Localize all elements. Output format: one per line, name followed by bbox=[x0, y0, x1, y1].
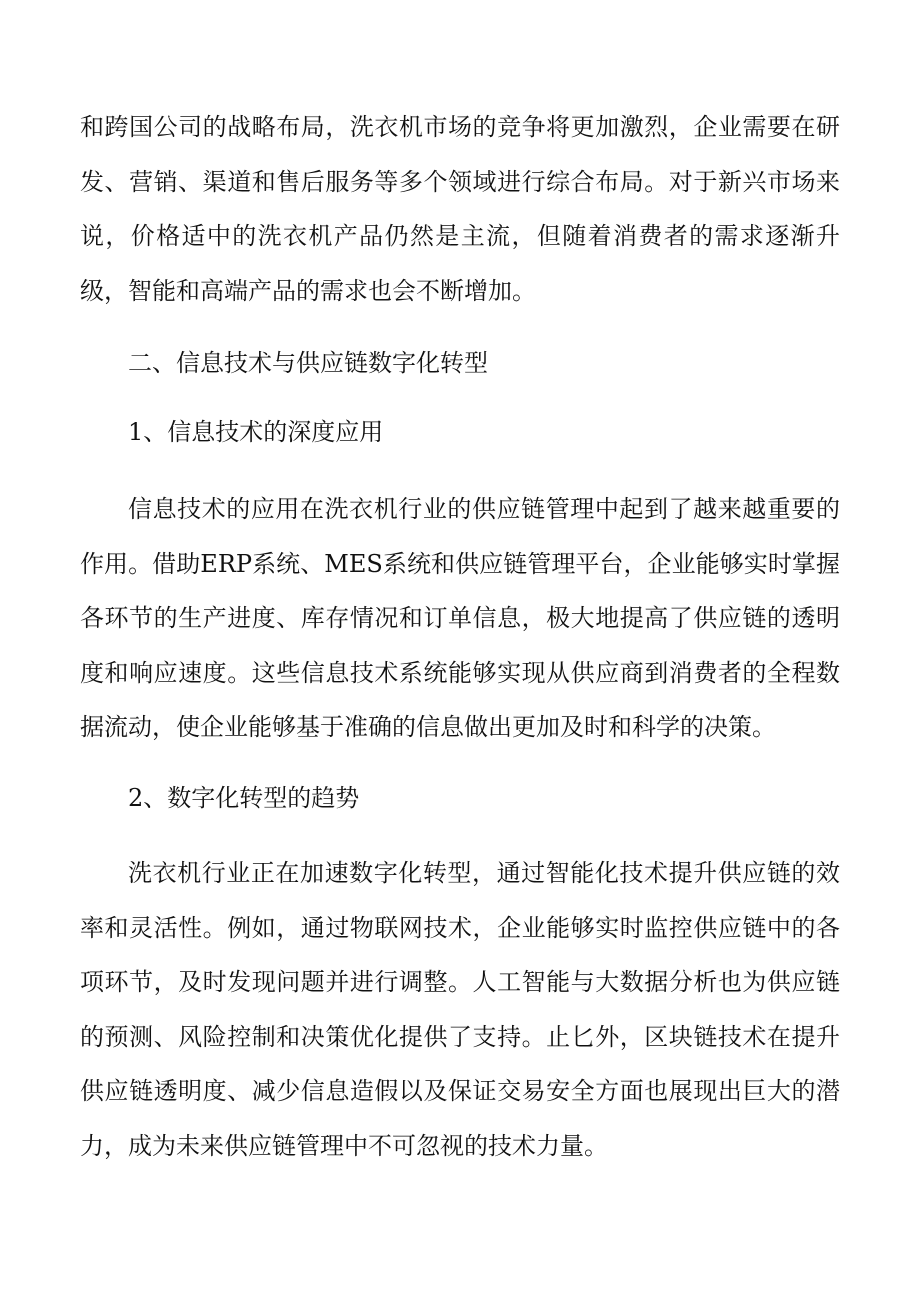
paragraph-market-competition: 和跨国公司的战略布局，洗衣机市场的竞争将更加激烈，企业需要在研发、营销、渠道和售后服务等多个领域进行综合布局。对于新兴市场来说，价格适中的洗衣机产品仍然是主流，但随着消费者的需求逐渐升级，智能和高端产品的需求也会不断增加。 bbox=[80, 113, 840, 305]
subheading-it-deep-application: 1、信息技术的深度应用 bbox=[128, 418, 384, 446]
subheading-digital-transformation-trend: 2、数字化转型的趋势 bbox=[128, 784, 360, 812]
section-heading-it-supply-chain: 二、信息技术与供应链数字化转型 bbox=[128, 349, 488, 377]
paragraph-digital-transformation: 洗衣机行业正在加速数字化转型，通过智能化技术提升供应链的效率和灵活性。例如，通过物联网技术，企业能够实时监控供应链中的各项环节，及时发现问题并进行调整。人工智能与大数据分析也为供应链的预测、风险控制和决策优化提供了支持。止匕外，区块链技术在提升供应链透明度、减少信息造假以及保证交易安全方面也展现出巨大的潜力，成为未来供应链管理中不可忽视的技术力量。 bbox=[80, 859, 840, 1160]
paragraph-it-application: 信息技术的应用在洗衣机行业的供应链管理中起到了越来越重要的作用。借助ERP系统、MES系统和供应链管理平台，企业能够实时掌握各环节的生产进度、库存情况和订单信息，极大地提高了供应链的透明度和响应速度。这些信息技术系统能够实现从供应商到消费者的全程数据流动，使企业能够基于准确的信息做出更加及时和科学的决策。 bbox=[80, 495, 840, 742]
